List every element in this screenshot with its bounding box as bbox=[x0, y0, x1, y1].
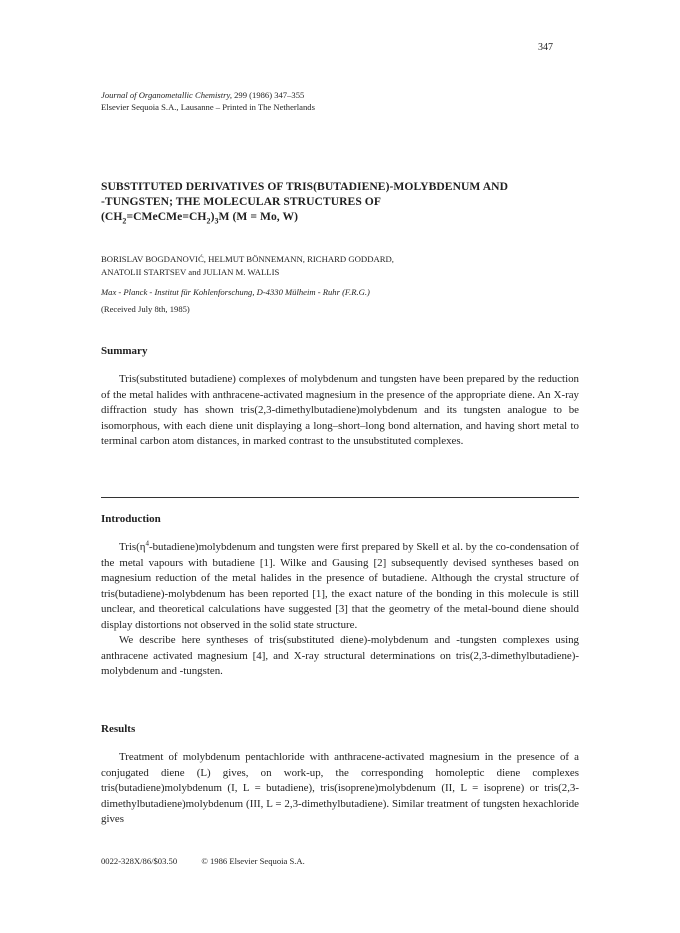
page-footer bbox=[101, 856, 579, 866]
author-list bbox=[101, 253, 591, 278]
intro-text: -butadiene)molybdenum and tungsten were first prepared by Skell et al. by the co-condensation of the metal vapours with butadiene [1]. Wilke and Gausing [2] subsequently devised syntheses based on magnesium reduction of the metal halides in the presence of butadiene. Although the crystal structure of tris(butadiene)-molybdenum has been reported [1], the exact nature of the bonding in this molecule is still unclear, and theoretical calculations have suggested [3] that the geometry of the metal-bound diene should display distortions not observed in the solid state structure. bbox=[101, 541, 579, 631]
title-line-1: SUBSTITUTED DERIVATIVES OF TRIS(BUTADIENE)-MOLYBDENUM AND bbox=[101, 180, 508, 193]
introduction-paragraph-1 bbox=[101, 540, 579, 633]
summary-body bbox=[101, 372, 579, 450]
formula-part: =CMeCMe=CH bbox=[126, 210, 207, 223]
formula-subscript: 2 bbox=[206, 216, 211, 226]
formula-subscript: 3 bbox=[214, 216, 219, 226]
eta-superscript: 4 bbox=[145, 539, 149, 548]
title-line-3 bbox=[101, 209, 591, 224]
issn-code: 0022-328X/86/$03.50 bbox=[101, 856, 178, 866]
journal-name: Journal of Organometallic Chemistry, bbox=[101, 90, 232, 100]
summary-heading: Summary bbox=[101, 345, 148, 357]
results-body bbox=[101, 750, 579, 828]
page-number: 347 bbox=[538, 42, 553, 53]
authors-line-1: BORISLAV BOGDANOVIĆ, HELMUT BÖNNEMANN, RICHARD GODDARD, bbox=[101, 254, 394, 264]
summary-text: Tris(substituted butadiene) complexes of molybdenum and tungsten have been prepared by the reduction of the metal halides with anthracene-activated magnesium in the presence of the appropriate diene. An X-ray diffraction study has shown tris(2,3-dimethylbutadiene)molybdenum and its tungsten analogue to be isomorphous, with each diene unit displaying a long–short–long bond alternation, and having short metal to terminal carbon atom distances, in marked contrast to the unsubstituted complexes. bbox=[101, 373, 579, 447]
authors-line-2: ANATOLII STARTSEV and JULIAN M. WALLIS bbox=[101, 266, 280, 277]
publisher-line: Elsevier Sequoia S.A., Lausanne – Printed in The Netherlands bbox=[101, 102, 315, 112]
copyright-notice: © 1986 Elsevier Sequoia S.A. bbox=[201, 856, 305, 866]
results-heading: Results bbox=[101, 723, 136, 735]
formula-part: M (M = Mo, W) bbox=[218, 210, 299, 223]
introduction-heading: Introduction bbox=[101, 513, 161, 525]
formula-part: (CH bbox=[101, 210, 123, 223]
results-paragraph: Treatment of molybdenum pentachloride with anthracene-activated magnesium in the presence of a conjugated diene (L) gives, on work-up, the corresponding homoleptic diene complexes tris(butadiene)molybdenum (I, L = butadiene), tris(isoprene)molybdenum (II, L = isoprene) or tris(2,3-dimethylbutadiene)molybdenum (III, L = 2,3-dimethylbutadiene). Similar treatment of tungsten hexachloride gives bbox=[101, 751, 579, 825]
journal-info bbox=[101, 89, 571, 113]
title-line-2: -TUNGSTEN; THE MOLECULAR STRUCTURES OF bbox=[101, 195, 381, 208]
received-date: (Received July 8th, 1985) bbox=[101, 304, 190, 314]
journal-volume: 299 (1986) 347–355 bbox=[231, 90, 305, 100]
formula-part: ) bbox=[210, 210, 215, 223]
intro-text: Tris(η bbox=[119, 541, 146, 553]
section-divider bbox=[101, 497, 579, 498]
introduction-paragraph-2: We describe here syntheses of tris(substituted diene)-molybdenum and -tungsten complexes using anthracene activated magnesium [4], and X-ray structural determinations on tris(2,3-dimethylbutadiene)-molybdenum and -tungsten. bbox=[101, 634, 579, 677]
article-title bbox=[101, 179, 591, 224]
journal-citation bbox=[101, 89, 571, 101]
formula-subscript: 2 bbox=[122, 216, 127, 226]
introduction-body bbox=[101, 540, 579, 680]
affiliation: Max - Planck - Institut für Kohlenforschung, D-4330 Mülheim - Ruhr (F.R.G.) bbox=[101, 287, 370, 297]
